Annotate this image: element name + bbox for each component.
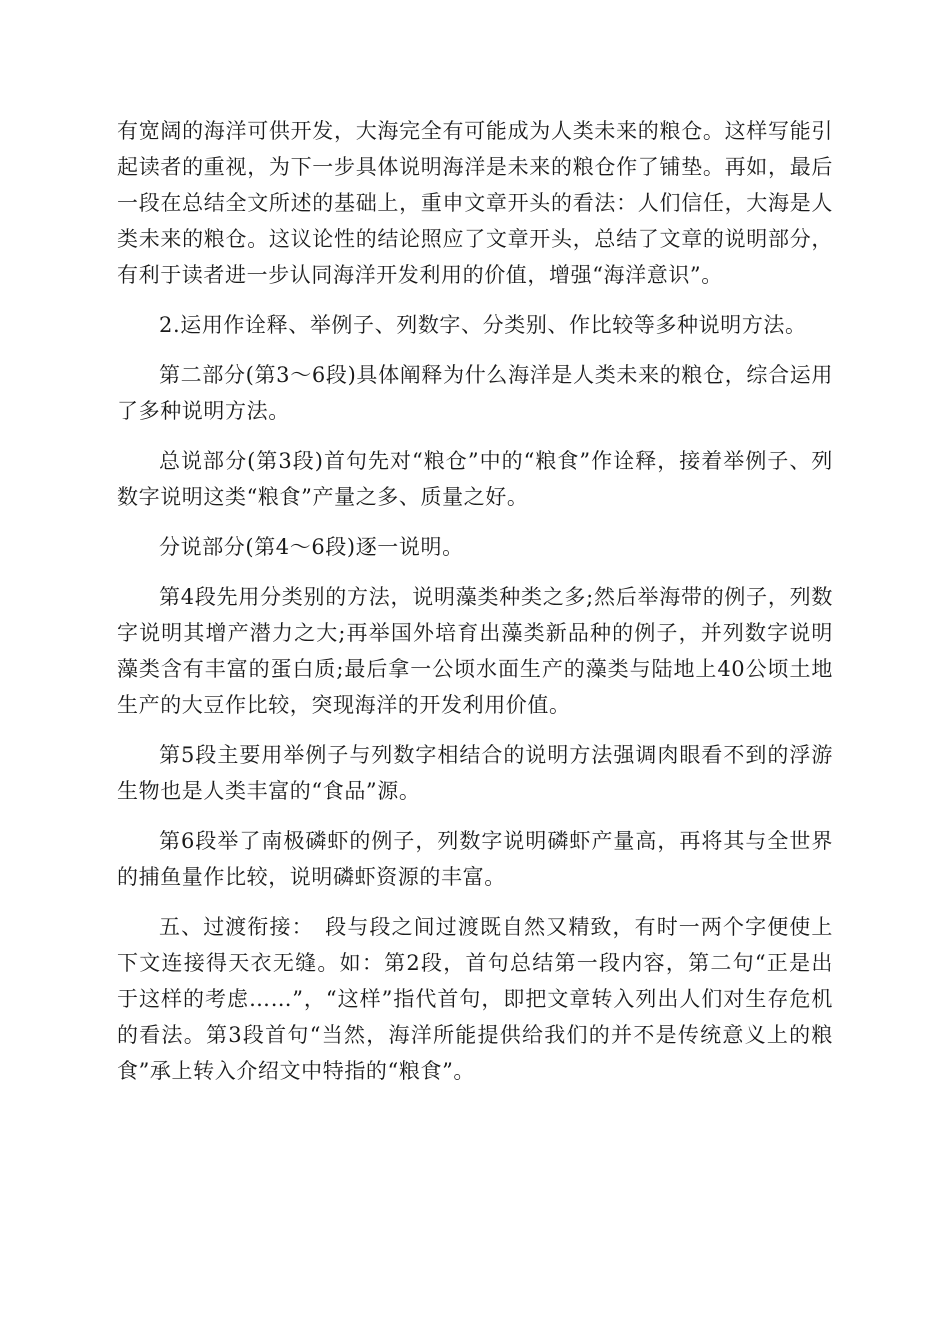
paragraph-section-5: 第5段主要用举例子与列数字相结合的说明方法强调肉眼看不到的浮游生物也是人类丰富的“食品”源。 <box>117 743 833 803</box>
paragraph-method-heading: 2.运用作诠释、举例子、列数字、分类别、作比较等多种说明方法。 <box>159 313 807 337</box>
paragraph-sub-section: 分说部分(第4～6段)逐一说明。 <box>159 535 464 559</box>
paragraph-transition: 五、过渡衔接： 段与段之间过渡既自然又精致，有时一两个字便使上下文连接得天衣无缝。如：第2段，首句总结第一段内容，第二句“正是出于这样的考虑……”，“这样”指代首句，即把文章转入列出人们对生存危机的看法。第3段首句“当然，海洋所能提供给我们的并不是传统意义上的粮食”承上转入介绍文中特指的“粮食”。 <box>117 915 833 1083</box>
paragraph-part-two: 第二部分(第3～6段)具体阐释为什么海洋是人类未来的粮仓，综合运用了多种说明方法。 <box>117 363 833 423</box>
paragraph-continuation: 有宽阔的海洋可供开发，大海完全有可能成为人类未来的粮仓。这样写能引起读者的重视，为下一步具体说明海洋是未来的粮仓作了铺垫。再如，最后一段在总结全文所述的基础上，重申文章开头的看法：人们信任，大海是人类未来的粮仓。这议论性的结论照应了文章开头，总结了文章的说明部分，有利于读者进一步认同海洋开发利用的价值，增强“海洋意识”。 <box>117 119 833 287</box>
paragraph-general-section: 总说部分(第3段)首句先对“粮仓”中的“粮食”作诠释，接着举例子、列数字说明这类“粮食”产量之多、质量之好。 <box>117 449 833 509</box>
paragraph-section-6: 第6段举了南极磷虾的例子，列数字说明磷虾产量高，再将其与全世界的捕鱼量作比较，说明磷虾资源的丰富。 <box>117 829 833 889</box>
document-page <box>117 0 833 1089</box>
paragraph-section-4: 第4段先用分类别的方法，说明藻类种类之多;然后举海带的例子，列数字说明其增产潜力之大;再举国外培育出藻类新品种的例子，并列数字说明藻类含有丰富的蛋白质;最后拿一公顷水面生产的藻类与陆地上40公顷土地生产的大豆作比较，突现海洋的开发利用价值。 <box>117 585 833 717</box>
